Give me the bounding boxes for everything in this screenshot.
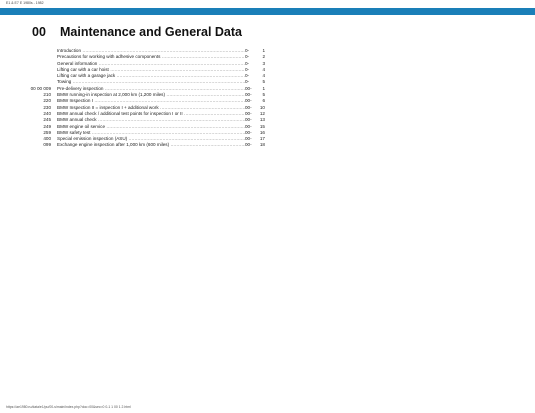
- toc-code: 230: [43, 104, 51, 110]
- toc-section: 00-: [245, 130, 258, 136]
- toc-title: Lifting car with a car hoist .....: [57, 67, 245, 73]
- toc-title: General information .....: [57, 61, 245, 67]
- toc-title: Introduction .....: [57, 48, 245, 54]
- toc-page-number: 6: [262, 98, 265, 104]
- toc-title: BMW Inspection I .....: [57, 98, 245, 104]
- toc-title: Pre-delivery inspection .....: [57, 86, 245, 92]
- toc-code: 210: [43, 92, 51, 98]
- toc-section: 00-: [245, 111, 258, 117]
- toc-title: BMW annual check / additional test points for inspection I or II .....: [57, 111, 245, 117]
- toc-page-number: 3: [262, 60, 265, 66]
- toc-title: Precautions for working with adhesive components .....: [57, 54, 245, 60]
- toc-section: 0-: [245, 73, 258, 79]
- toc-title: BMW running-in inspection at 2,000 km (1,200 miles) .....: [57, 92, 245, 98]
- toc-code: 099: [43, 142, 51, 148]
- toc-section: 00-: [245, 117, 258, 123]
- toc-page-number: 17: [259, 136, 265, 142]
- toc-page-number: 1: [262, 85, 265, 91]
- toc-section: 0-: [245, 79, 258, 85]
- header-bar: [0, 8, 535, 15]
- toc-page-number: 12: [259, 110, 265, 116]
- toc-title: BMW Inspection II = inspection I + additional work .....: [57, 105, 245, 111]
- toc-code: 00 00 009: [30, 85, 51, 91]
- toc-code: 249: [43, 123, 51, 129]
- toc-section: 00-: [245, 98, 258, 104]
- table-of-contents: [20, 48, 265, 149]
- toc-section: 0-: [245, 67, 258, 73]
- toc-page-number: 4: [262, 73, 265, 79]
- toc-code: 240: [43, 110, 51, 116]
- toc-section: 00-: [245, 105, 258, 111]
- toc-section: 0-: [245, 61, 258, 67]
- toc-page-number: 10: [259, 104, 265, 110]
- toc-title: Exchange engine inspection after 1,000 km (600 miles) .....: [57, 142, 245, 148]
- toc-section: 0-: [245, 48, 258, 54]
- toc-entry[interactable]: [20, 142, 265, 148]
- toc-title: Special emission inspection (ASU) .....: [57, 136, 245, 142]
- toc-title: BMW safety test .....: [57, 130, 245, 136]
- toc-page-number: 4: [262, 66, 265, 72]
- toc-code: 220: [43, 98, 51, 104]
- toc-code: 245: [43, 117, 51, 123]
- toc-title: BMW engine oil service .....: [57, 124, 245, 130]
- toc-page-number: 5: [262, 79, 265, 85]
- toc-section: 00-: [245, 136, 258, 142]
- toc-section: 0-: [245, 54, 258, 60]
- toc-code: 400: [43, 136, 51, 142]
- footer-url: https://ae1980.ru/data/e1/pu/00-s/main/index.php?doc=00&sec=0 0-1 1 00 1 2.html: [6, 405, 131, 409]
- toc-page-number: 5: [262, 92, 265, 98]
- toc-page-number: 15: [259, 123, 265, 129]
- toc-section: 00-: [245, 124, 258, 130]
- toc-section: 00-: [245, 86, 258, 92]
- toc-page-number: 16: [259, 129, 265, 135]
- toc-code: 259: [43, 129, 51, 135]
- page-title: [32, 25, 242, 39]
- toc-title: BMW annual check .....: [57, 117, 245, 123]
- chapter-title: Maintenance and General Data: [60, 25, 243, 39]
- chapter-number: 00: [32, 25, 46, 39]
- toc-section: 00-: [245, 142, 258, 148]
- toc-page-number: 18: [259, 142, 265, 148]
- toc-page-number: 2: [262, 54, 265, 60]
- toc-title: Lifting car with a garage jack .....: [57, 73, 245, 79]
- browser-title: E1 & E7 E 1980s - 1982: [6, 1, 44, 5]
- toc-title: Towing .....: [57, 79, 245, 85]
- toc-section: 00-: [245, 92, 258, 98]
- toc-page-number: 13: [259, 117, 265, 123]
- toc-page-number: 1: [262, 48, 265, 53]
